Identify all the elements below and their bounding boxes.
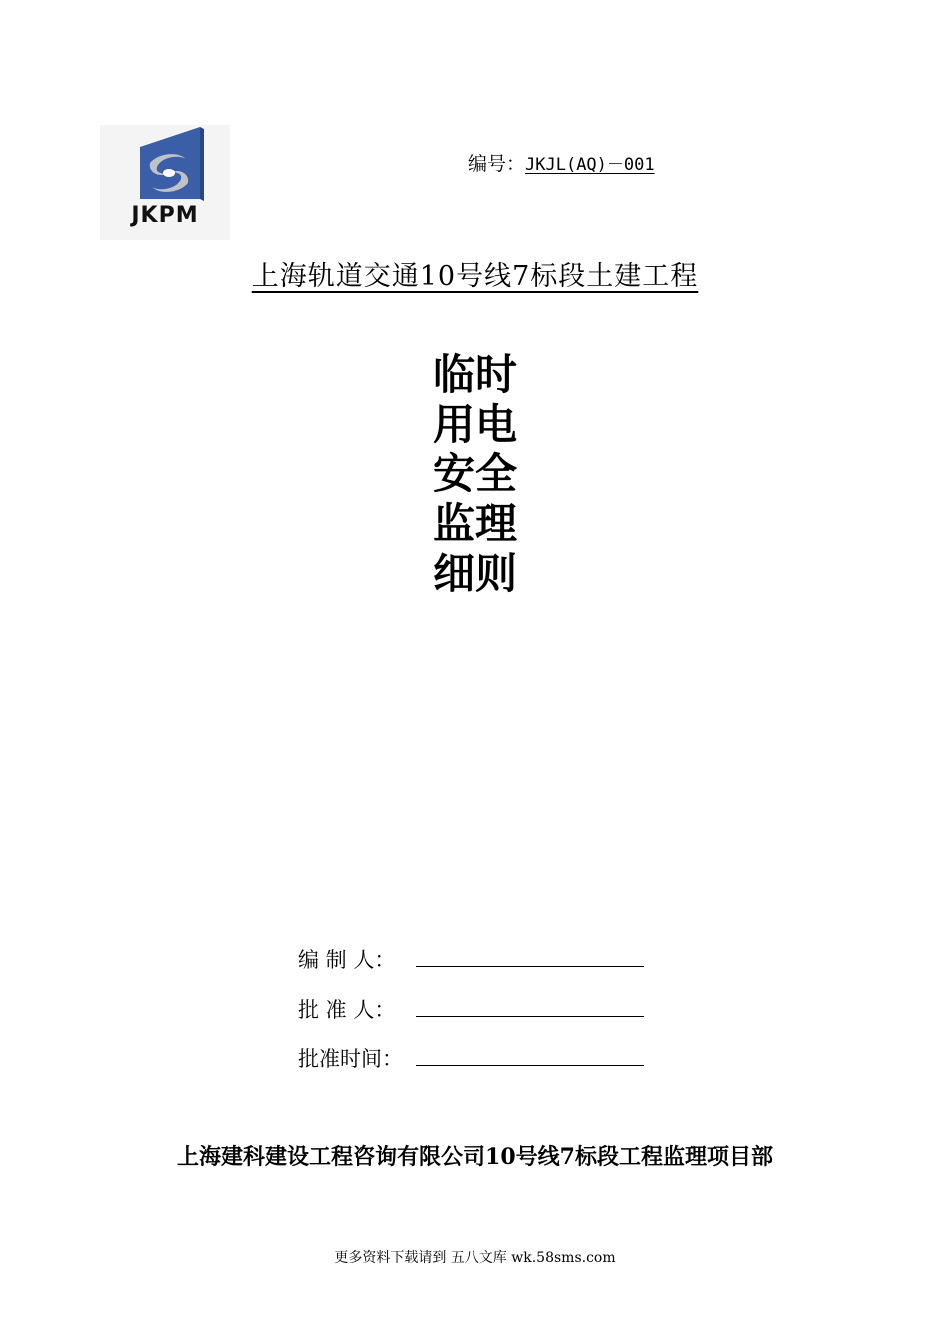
logo-text: JKPM — [131, 203, 199, 228]
document-number — [468, 149, 655, 176]
approver-field — [298, 994, 416, 1024]
document-number-label: 编号： — [468, 153, 526, 175]
organization-name: 上海建科建设工程咨询有限公司10号线7标段工程监理项目部 — [177, 1144, 773, 1170]
project-title-text: 上海轨道交通10号线7标段土建工程 — [251, 261, 699, 292]
compiler-signature-line — [416, 966, 644, 967]
footer-link-text[interactable]: 更多资料下载请到 五八文库 wk.58sms.com — [334, 1250, 616, 1266]
document-number-value: JKJL(AQ)－001 — [525, 155, 655, 175]
approval-time-line — [416, 1065, 644, 1066]
approver-label: 批 准 人： — [298, 998, 396, 1022]
document-title: 临时用电安全监理细则 — [432, 350, 517, 598]
compiler-label: 编 制 人： — [298, 948, 396, 972]
project-title — [0, 254, 950, 293]
compiler-field — [298, 944, 416, 974]
approver-signature-line — [416, 1016, 644, 1017]
approval-time-field — [298, 1043, 416, 1073]
company-logo — [100, 125, 230, 240]
approval-time-label: 批准时间： — [298, 1047, 403, 1071]
